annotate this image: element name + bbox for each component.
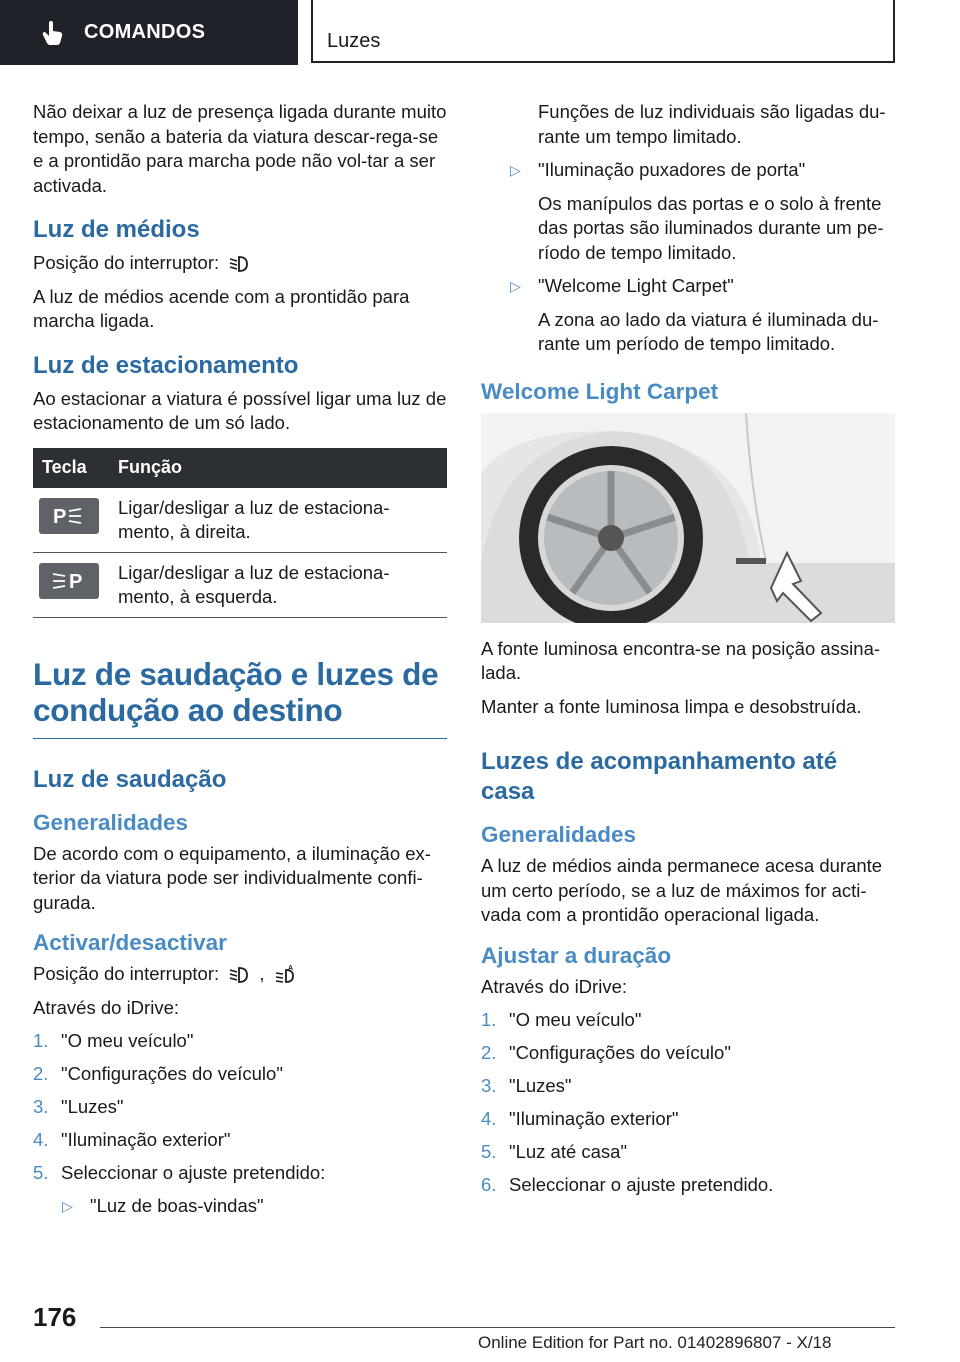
parking-text: Ao estacionar a viatura é possível ligar uma luz de estacionamento de um só lado. [33,387,447,433]
automatic-headlight-icon [274,965,296,985]
right-column [481,100,895,1206]
duration-steps-list [481,1008,895,1198]
low-beam-heading: Luz de médios [33,216,200,243]
via-idrive-label: Através do iDrive: [481,975,627,997]
list-item: 1. "O meu veículo" [481,1009,642,1030]
chapter-label: COMANDOS [84,21,206,43]
edition-text: Online Edition for Part no. 01402896807 - X/18 [478,1333,832,1352]
home-general-heading: Generalidades [481,822,637,847]
table-row [33,488,447,553]
col-function-header: Função [109,448,447,488]
table-row [33,552,447,617]
low-beam-text: A luz de médios acende com a prontidão para marcha ligada. [33,285,410,331]
activate-heading: Activar/desactivar [33,930,227,955]
carpet-heading: Welcome Light Carpet [481,378,719,404]
section-title: Luzes [327,30,381,52]
parking-left-function: Ligar/desligar a luz de estaciona-mento, à esquerda. [109,552,447,617]
parking-right-function: Ligar/desligar a luz de estaciona-mento, à direita. [109,488,447,553]
bullet-item: ▷ "Iluminação puxadores de porta" [481,158,895,183]
footer-divider [100,1327,895,1328]
list-item: 4. "Iluminação exterior" [33,1129,231,1150]
via-idrive-label: Através do iDrive: [33,996,179,1018]
bullet-item: ▷ "Welcome Light Carpet" [481,274,895,299]
home-general-text: A luz de médios ainda permanece acesa durante um certo período, se a luz de máximos for acti-vada com a prontidão operacional ligada. [481,855,883,925]
general-text: De acordo com o equipamento, a iluminação ex-terior da viatura pode ser individualmente confi-gurada. [33,842,431,913]
low-beam-icon [228,965,250,985]
bullet-description: Os manípulos das portas e o solo à frente das portas são iluminados durante um pe-ríodo de tempo limitado. [538,192,884,263]
welcome-section-title: Luz de saudação e luzes de condução ao destino [33,656,447,739]
general-heading: Generalidades [33,809,189,835]
welcome-steps-list [33,1029,447,1186]
hand-pointer-icon [40,20,66,46]
svg-text:A: A [287,965,293,973]
bullet-item: ▷ "Luz de boas-vindas" [33,1194,447,1219]
bullet-triangle-icon: ▷ [510,162,521,178]
list-item: 5. Seleccionar o ajuste pretendido: [33,1162,326,1183]
follow-me-home-heading: Luzes de acompanhamento até casa [481,748,838,805]
welcome-light-heading: Luz de saudação [33,765,227,793]
bullet-triangle-icon: ▷ [510,278,521,294]
bullet-triangle-icon: ▷ [62,1198,73,1214]
activate-switch-line [33,962,447,987]
svg-text:P: P [69,570,83,592]
car-wheel-illustration [481,413,895,623]
list-item: 4. "Iluminação exterior" [481,1108,679,1129]
low-beam-icon [228,254,250,274]
svg-text:P: P [53,505,67,527]
duration-heading: Ajustar a duração [481,942,672,968]
parking-table [33,448,447,618]
chapter-tab [0,0,298,65]
list-item: 3. "Luzes" [481,1075,572,1096]
parking-heading: Luz de estacionamento [33,351,299,379]
table-header-row [33,448,447,488]
continued-text: Funções de luz individuais são ligadas du-rante um tempo limitado. [538,101,886,147]
list-item: 1. "O meu veículo" [33,1030,194,1051]
bullet-description: A zona ao lado da viatura é iluminada du-rante um período de tempo limitado. [538,308,879,354]
list-item: 6. Seleccionar o ajuste pretendido. [481,1174,774,1195]
low-beam-switch-line [33,251,447,276]
switch-position-label: Posição do interruptor: [33,252,220,273]
intro-paragraph: Não deixar a luz de presença ligada durante muito tempo, senão a bateria da viatura descar-rega-se e a prontidão para marcha pode não vol-tar a ser activada. [33,101,447,196]
list-item: 3. "Luzes" [33,1096,124,1117]
list-item: 5. "Luz até casa" [481,1141,628,1162]
parking-light-left-icon [53,570,85,592]
list-item: 2. "Configurações do veículo" [481,1042,731,1063]
comma: , [259,963,265,984]
parking-light-right-icon [53,505,85,527]
list-item: 2. "Configurações do veículo" [33,1063,283,1084]
carpet-text-1: A fonte luminosa encontra-se na posição assina-lada. [481,637,881,683]
parking-right-key [39,498,99,534]
parking-left-key [39,563,99,599]
left-column [33,100,447,1228]
page-number: 176 [33,1302,77,1332]
carpet-text-2: Manter a fonte luminosa limpa e desobstruída. [481,695,862,717]
switch-position-label: Posição do interruptor: [33,963,220,984]
col-key-header: Tecla [33,448,109,488]
section-box [311,0,895,63]
